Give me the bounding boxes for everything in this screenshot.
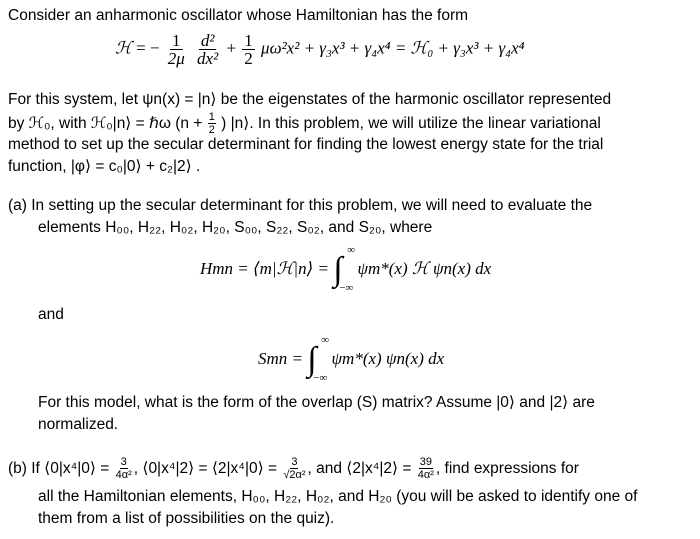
hmn-equation: Hmn = ⟨m|ℋ|n⟩ = ∫ ∞ −∞ ψm*(x) ℋ ψn(x) dx: [200, 244, 492, 294]
para1-line1: For this system, let ψn(x) = |n⟩ be the eigenstates of the harmonic oscillator represented: [8, 91, 612, 108]
fraction-1: $\frac{3}{\text{4α²}}$: [115, 456, 132, 481]
integral-sign: ∫ ∞ −∞: [333, 244, 356, 294]
smn-equation: Smn = ∫ ∞ −∞ ψm*(x) ψn(x) dx: [258, 334, 445, 384]
integral-sign: ∫ ∞ −∞: [307, 334, 330, 384]
hamiltonian-equation: ℋ = − $\frac{1}{2\mu}$ $\frac{\text{d²}}{\text{dx²}}$ + $\frac{1}{2}$ μω²x² + γ₃x³ + γ₄x⁴ = ℋ₀ + γ₃x³ + γ₄x⁴: [115, 31, 525, 68]
potential-terms: μω²x² + γ₃x³ + γ₄x⁴ = ℋ₀ + γ₃x³ + γ₄x⁴: [261, 38, 525, 58]
part-b-line1: (b) If ⟨0|x⁴|0⟩ = $\frac{3}{\text{4α²}}$ , ⟨0|x⁴|2⟩ = ⟨2|x⁴|0⟩ = $\frac{3}{\text{√2α²}}$ , and ⟨2|x⁴|2⟩ = $\frac{39}{\text{4α²}}$ , find expressions for: [8, 456, 579, 481]
fraction-3: $\frac{39}{\text{4α²}}$: [417, 456, 434, 481]
para1-line4: function, |φ⟩ = c₀|0⟩ + c₂|2⟩ .: [8, 158, 201, 175]
para1-line3: method to set up the secular determinant for finding the lowest energy state for the trial: [8, 136, 604, 153]
half-fraction-inline: $\frac{1}{2}$: [208, 111, 215, 136]
part-a-line1: (a) In setting up the secular determinant for this problem, we will need to evaluate the: [8, 197, 593, 214]
part-b-line2: all the Hamiltonian elements, H₀₀, H₂₂, H₀₂, and H₂₀ (you will be asked to identify one of: [38, 488, 638, 505]
hamiltonian-symbol: ℋ: [115, 38, 132, 58]
part-a-question-line1: For this model, what is the form of the overlap (S) matrix? Assume |0⟩ and |2⟩ are: [38, 394, 595, 411]
kinetic-fraction: $\frac{1}{2\mu}$: [167, 31, 185, 68]
derivative-fraction: $\frac{\text{d²}}{\text{dx²}}$: [197, 31, 219, 68]
part-a-line2: elements H₀₀, H₂₂, H₀₂, H₂₀, S₀₀, S₂₂, S₀₂, and S₂₀, where: [38, 219, 433, 236]
half-fraction: $\frac{1}{2}$: [244, 31, 253, 68]
intro-text: Consider an anharmonic oscillator whose Hamiltonian has the form: [8, 7, 469, 24]
part-b-line3: them from a list of possibilities on the quiz).: [38, 510, 335, 527]
para1-line2: by ℋ₀, with ℋ₀|n⟩ = ℏω (n + $\frac{1}{2}$ ) |n⟩. In this problem, we will utilize the linear variational: [8, 111, 601, 136]
fraction-2: $\frac{3}{\text{√2α²}}$: [283, 456, 306, 481]
part-a-question-line2: normalized.: [38, 416, 119, 433]
and-text: and: [38, 306, 64, 323]
